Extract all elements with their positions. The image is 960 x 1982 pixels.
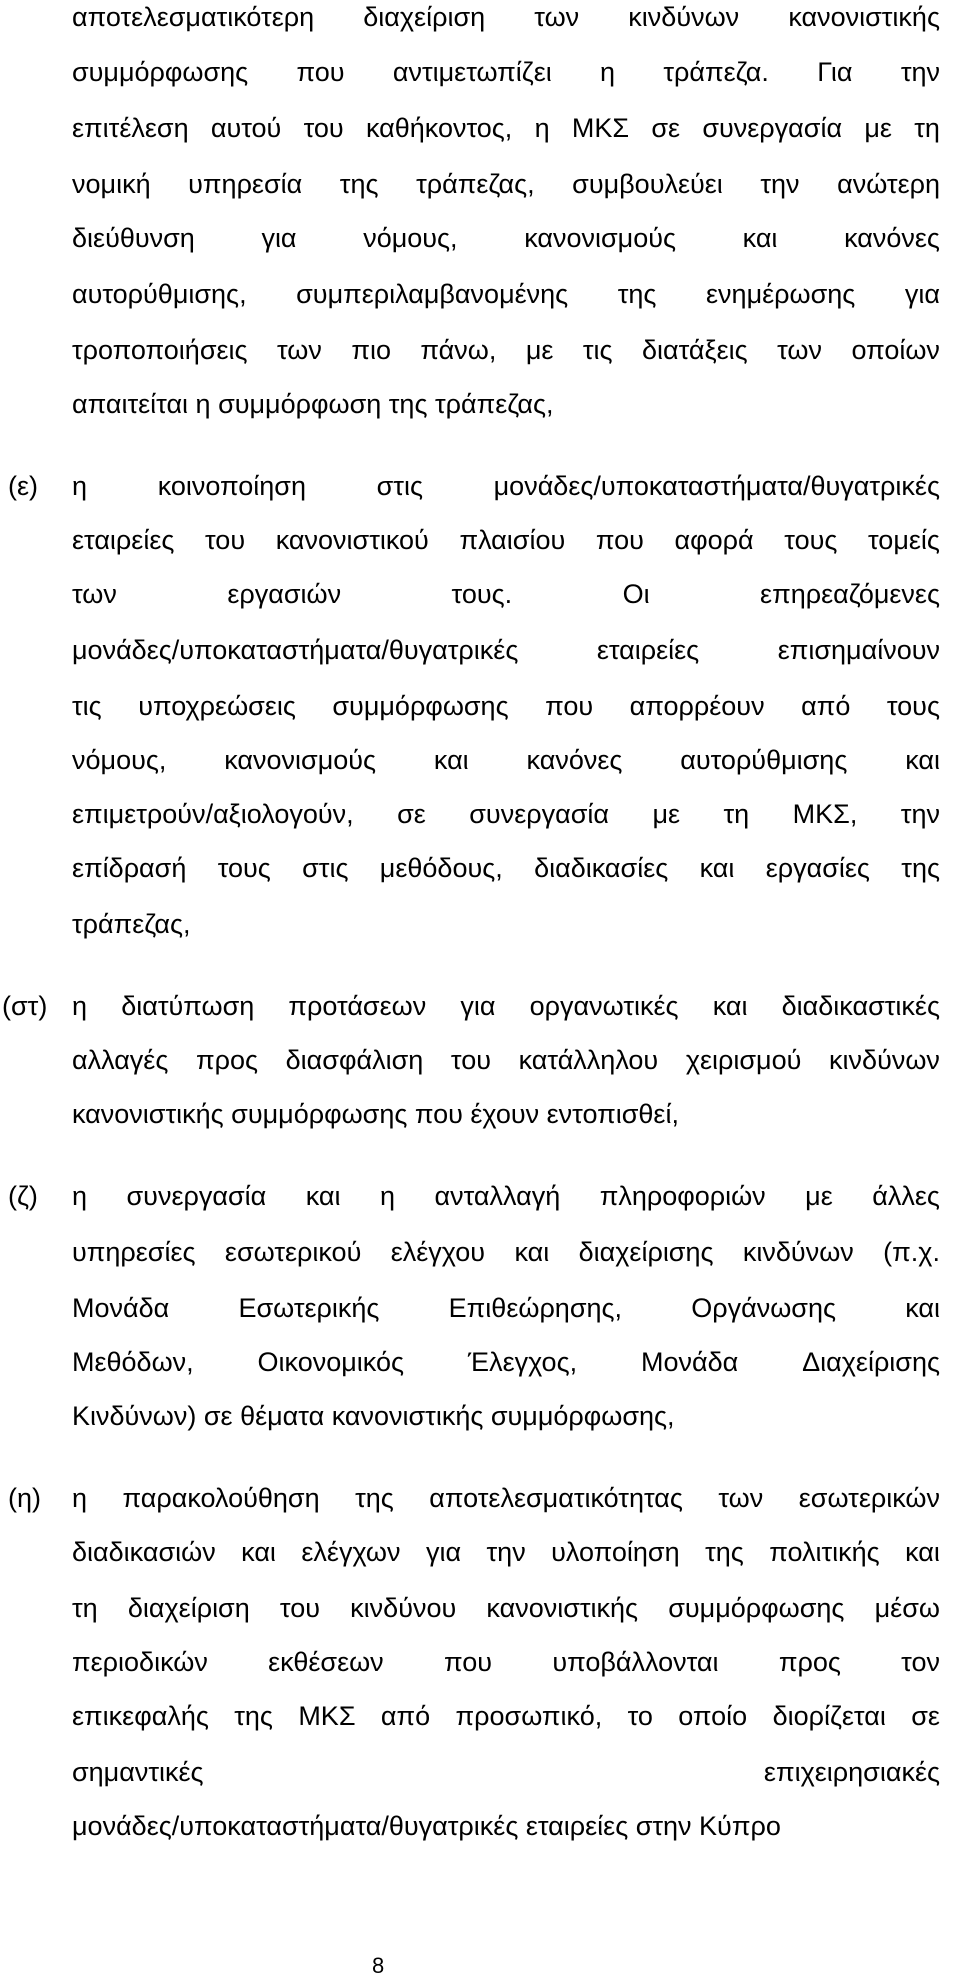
word: συνεργασία [126,1181,267,1211]
word: σημαντικές [72,1757,204,1787]
word: ελέγχου [390,1237,486,1267]
text-line: Κινδύνων) σε θέματα κανονιστικής συμμόρφωσης, [72,1401,675,1431]
word: εσωτερικών [798,1483,940,1513]
word: εταιρείες [596,635,700,665]
word: ΜΚΣ [571,113,630,143]
word: διασφάλιση [285,1045,424,1075]
text-line [72,1291,940,1325]
word: αποτελεσματικότητας [429,1483,683,1513]
word: με [864,113,892,143]
word: ελέγχων [301,1537,401,1567]
word: κανονιστικής [486,1593,639,1623]
word: μέσω [874,1593,940,1623]
text-line [72,851,940,885]
word: και [699,853,735,883]
word: διαχείριση [363,2,486,32]
word: συμπεριλαμβανομένης [296,279,569,309]
word: αυτού [210,113,282,143]
word: σε [911,1701,940,1731]
word: (π.χ. [883,1237,940,1267]
word: ΜΚΣ, [792,799,858,829]
word: μονάδες/υποκαταστήματα/θυγατρικές [72,635,519,665]
word: οργανωτικές [529,991,679,1021]
word: Διαχείρισης [802,1347,940,1377]
text-line [72,633,940,667]
word: κινδύνων [829,1045,940,1075]
word: ανώτερη [837,169,940,199]
word: αυτορύθμισης [680,745,848,775]
text-line [72,1043,940,1077]
word: και [305,1181,341,1211]
word: από [801,691,851,721]
word: Επιθεώρησης, [448,1293,623,1323]
word: τους. [451,579,513,609]
word: τους [784,525,838,555]
text-line [72,111,940,145]
word: τη [723,799,750,829]
word: επηρεαζόμενες [760,579,940,609]
page-number: 8 [372,1953,385,1978]
word: Εσωτερικής [238,1293,380,1323]
word: των [777,335,822,365]
word: για [460,991,496,1021]
word: η [72,991,88,1021]
item-marker: (η) [8,1483,41,1513]
text-line [72,797,940,831]
word: διορίζεται [772,1701,886,1731]
text-line [72,1535,940,1569]
word: εσωτερικού [224,1237,362,1267]
text-line [72,0,940,34]
word: των [718,1483,764,1513]
word: με [652,799,681,829]
word: της [339,169,379,199]
word: Έλεγχος, [467,1347,578,1377]
word: που [444,1647,493,1677]
word: ΜΚΣ [298,1701,356,1731]
word: και [514,1237,550,1267]
word: προς [778,1647,841,1677]
text-line [72,1591,940,1625]
word: διατάξεις [642,335,748,365]
word: η [72,1483,88,1513]
word: ενημέρωσης [706,279,856,309]
word: νομική [72,169,151,199]
word: Μονάδα [640,1347,739,1377]
word: ανταλλαγή [434,1181,561,1211]
word: κανονισμούς [224,745,377,775]
text-line [72,1645,940,1679]
word: με [525,335,554,365]
word: σε [397,799,426,829]
word: και [712,991,748,1021]
word: για [261,223,297,253]
word: των [534,2,580,32]
word: διατύπωση [121,991,255,1021]
word: εργασίες [765,853,870,883]
word: κανόνες [526,745,623,775]
text-line [72,1235,940,1269]
word: μονάδες/υποκαταστήματα/θυγατρικές [493,471,940,501]
word: πληροφοριών [599,1181,766,1211]
text-line [72,221,940,255]
word: τους [886,691,940,721]
word: πιο [351,335,391,365]
word: την [486,1537,526,1567]
word: διαχείριση [127,1593,250,1623]
text-line [72,277,940,311]
text-line [72,577,940,611]
word: διεύθυνση [72,223,195,253]
word: αλλαγές [72,1045,169,1075]
word: διαδικασιών [72,1537,216,1567]
text-line [72,1755,940,1789]
word: διαχείρισης [578,1237,714,1267]
word: τους [217,853,271,883]
word: κανόνες [844,223,940,253]
word: εργασιών [227,579,342,609]
word: από [380,1701,431,1731]
word: οποίων [851,335,940,365]
text-line [72,1345,940,1379]
word: η [600,57,616,87]
word: επιμετρούν/αξιολογούν, [72,799,354,829]
word: διαδικασίες [534,853,669,883]
word: κινδύνων [628,2,740,32]
text-line [72,523,940,557]
word: διαδικαστικές [781,991,940,1021]
word: τη [72,1593,98,1623]
word: με [805,1181,833,1211]
word: για [425,1537,462,1567]
text-line [72,167,940,201]
word: πλαισίου [459,525,566,555]
word: Για [817,57,853,87]
word: καθήκοντος, [365,113,513,143]
word: εταιρείες [72,525,175,555]
word: Οικονομικός [257,1347,405,1377]
word: και [433,745,469,775]
word: τράπεζα. [663,57,769,87]
word: των [276,335,322,365]
text-line [72,689,940,723]
text-line [72,989,940,1023]
word: οποίο [678,1701,748,1731]
word: συνεργασία [469,799,609,829]
word: μεθόδους, [379,853,503,883]
word: αποτελεσματικότερη [72,2,315,32]
text-line [72,1481,940,1515]
word: και [905,1293,940,1323]
word: κοινοποίηση [157,471,306,501]
word: υποβάλλονται [552,1647,719,1677]
word: της [901,853,940,883]
word: η [379,1181,396,1211]
word: για [904,279,940,309]
word: την [900,57,940,87]
word: κανονισμούς [524,223,677,253]
item-marker: (στ) [2,991,48,1021]
word: του [450,1045,491,1075]
word: στις [376,471,423,501]
word: κανονιστικού [275,525,429,555]
word: αυτορύθμισης, [72,279,247,309]
word: απορρέουν [629,691,765,721]
word: νόμους, [363,223,458,253]
word: περιοδικών [72,1647,208,1677]
word: υποχρεώσεις [138,691,296,721]
word: παρακολούθηση [122,1483,320,1513]
word: εκθέσεων [268,1647,384,1677]
word: Μονάδα [72,1293,170,1323]
text-line: τράπεζας, [72,909,191,939]
word: τις [582,335,613,365]
text-line [72,743,940,777]
word: συνεργασία [702,113,843,143]
word: συμμόρφωσης [332,691,509,721]
word: προτάσεων [288,991,427,1021]
word: και [905,1537,940,1567]
item-marker: (ζ) [8,1181,38,1211]
word: προς [196,1045,259,1075]
word: της [355,1483,394,1513]
word: κατάλληλου [518,1045,659,1075]
word: και [742,223,778,253]
word: Οι [622,579,650,609]
word: η [72,471,88,501]
word: τομείς [868,525,940,555]
word: στις [302,853,349,883]
text-line: απαιτείται η συμμόρφωση της τράπεζας, [72,389,554,419]
word: το [627,1701,653,1731]
word: της [234,1701,273,1731]
text-line: κανονιστικής συμμόρφωσης που έχουν εντοπισθεί, [72,1099,679,1129]
word: τις [72,691,102,721]
word: του [279,1593,320,1623]
word: των [72,579,117,609]
word: υπηρεσία [188,169,303,199]
text-line [72,1179,940,1213]
word: τον [901,1647,940,1677]
word: χειρισμού [685,1045,802,1075]
word: του [205,525,246,555]
word: κινδύνου [350,1593,457,1623]
word: της [617,279,657,309]
word: άλλες [872,1181,940,1211]
word: πάνω, [420,335,497,365]
word: που [296,57,345,87]
text-line: μονάδες/υποκαταστήματα/θυγατρικές εταιρείες στην Κύπρο [72,1811,781,1841]
word: η [72,1181,88,1211]
word: υπηρεσίες [72,1237,196,1267]
word: τράπεζας, [416,169,535,199]
word: κανονιστικής [788,2,940,32]
word: επιτέλεση [72,113,189,143]
word: τροποποιήσεις [72,335,248,365]
word: της [705,1537,744,1567]
word: που [545,691,594,721]
word: και [905,745,940,775]
word: επικεφαλής [72,1701,209,1731]
text-line [72,469,940,503]
word: επίδρασή [72,853,187,883]
word: επισημαίνουν [777,635,940,665]
text-line [72,333,940,367]
text-line [72,55,940,89]
text-line [72,1699,940,1733]
word: αφορά [674,525,754,555]
word: και [241,1537,276,1567]
word: Οργάνωσης [691,1293,836,1323]
word: κινδύνων [742,1237,854,1267]
word: υλοποίηση [551,1537,680,1567]
word: η [534,113,550,143]
word: συμμόρφωσης [668,1593,845,1623]
word: την [900,799,940,829]
word: αντιμετωπίζει [392,57,552,87]
word: σε [651,113,681,143]
word: που [595,525,644,555]
word: συμμόρφωσης [72,57,249,87]
word: την [760,169,800,199]
word: τη [914,113,940,143]
item-marker: (ε) [8,471,39,501]
word: του [303,113,344,143]
word: νόμους, [72,745,167,775]
word: προσωπικό, [455,1701,603,1731]
word: Μεθόδων, [72,1347,194,1377]
word: πολιτικής [769,1537,880,1567]
word: συμβουλεύει [572,169,723,199]
word: επιχειρησιακές [763,1757,940,1787]
